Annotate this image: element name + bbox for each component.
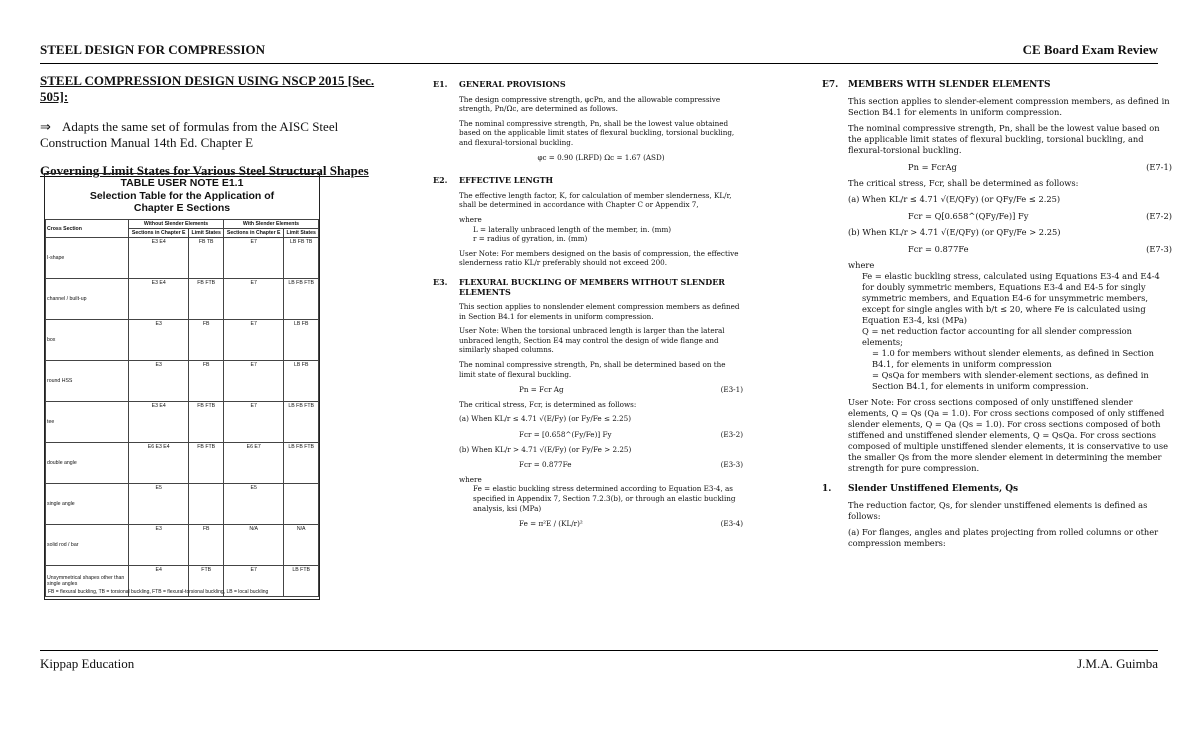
column-2 — [433, 80, 743, 529]
table-body — [46, 238, 319, 597]
slender-limit-states-cell: LB FB — [284, 320, 319, 361]
slender-sections-cell: E7 — [223, 279, 283, 320]
page-header — [40, 42, 1158, 62]
slender-limit-states-cell: LB FB FTB — [284, 443, 319, 484]
eq-e3-2 — [459, 430, 743, 440]
header-lim-2: Limit States — [284, 229, 319, 238]
table-title-2: Selection Table for the Application of — [89, 189, 275, 202]
e1-p1: The design compressive strength, φcPn, and the allowable compressive strength, Pn/Ωc, are determined as follows. — [459, 94, 721, 114]
limit-states-cell: FB — [189, 320, 224, 361]
limit-states-cell: FB — [189, 361, 224, 402]
e3-where: where — [459, 474, 482, 484]
bullet-text: Adapts the same set of formulas from the AISC Steel Construction Manual 14th Ed. Chapter E — [40, 119, 339, 150]
eq-e7-1-num: (E7-1) — [1146, 162, 1172, 172]
slender-limit-states-cell: LB FTB — [284, 566, 319, 597]
eq-e7-3-num: (E7-3) — [1146, 244, 1172, 254]
eq-e7-2-body: Fcr = Q[0.658^(QFy/Fe)] Fy — [908, 211, 1029, 221]
e7-p3: The critical stress, Fcr, shall be determined as follows: — [848, 178, 1079, 188]
bullet — [40, 119, 392, 151]
e3-case-b: (b) When KL/r > 4.71 √(E/Fy) (or Fy/Fe > 2.25) — [459, 444, 632, 454]
sections-cell: E3 E4 — [129, 402, 189, 443]
e1-title: GENERAL PROVISIONS — [459, 79, 566, 89]
e7-case-b: (b) When KL/r > 4.71 √(E/QFy) (or QFy/Fe > 2.25) — [848, 227, 1061, 237]
e2-l: L = laterally unbraced length of the member, in. (mm) — [473, 224, 672, 234]
table-row — [46, 525, 319, 566]
limit-states-cell: FTB — [189, 566, 224, 597]
table-row — [46, 238, 319, 279]
header-title: STEEL DESIGN FOR COMPRESSION — [40, 42, 266, 57]
e1-p2: The nominal compressive strength, Pn, shall be the lowest value obtained based on the applicable limit states of flexural buckling, torsional buckling, and flexural-torsional buckling. — [459, 118, 735, 147]
cross-section-cell: solid rod / bar — [46, 525, 129, 566]
selection-table — [44, 173, 320, 600]
sections-cell: E3 — [129, 320, 189, 361]
eq-e3-2-num: (E3-2) — [720, 430, 743, 440]
table-row — [46, 484, 319, 525]
cross-section-cell: single angle — [46, 484, 129, 525]
eq-e3-4-body: Fe = π²E / (KL/r)² — [519, 519, 583, 529]
section-slender-unstiffened — [822, 484, 1172, 549]
e1-eq: φc = 0.90 (LRFD) Ωc = 1.67 (ASD) — [537, 152, 665, 162]
cross-section-cell: tee — [46, 402, 129, 443]
slender-sections-cell: E7 — [223, 402, 283, 443]
cross-section-cell: channel / built-up — [46, 279, 129, 320]
header-sec-2: Sections in Chapter E — [223, 229, 283, 238]
subtitle: Governing Limit States for Various Steel Structural Shapes — [40, 163, 369, 178]
sections-cell: E3 E4 — [129, 279, 189, 320]
limit-states-cell — [189, 484, 224, 525]
limit-states-cell: FB FTB — [189, 279, 224, 320]
sections-cell: E3 — [129, 361, 189, 402]
eq-e7-1 — [848, 162, 1172, 173]
section-e3 — [433, 278, 743, 529]
e2-note: User Note: For members designed on the basis of compression, the effective slenderness ratio KL/r preferably should not exceed 200. — [459, 248, 739, 268]
e3-p3: The critical stress, Fcr, is determined as follows: — [459, 399, 637, 409]
footer-left: Kippap Education — [40, 656, 135, 671]
e3-p2: The nominal compressive strength, Pn, shall be determined based on the limit state of flexural buckling. — [459, 360, 726, 379]
slender-limit-states-cell: LB FB FTB — [284, 402, 319, 443]
e2-title: EFFECTIVE LENGTH — [459, 175, 554, 186]
s1-title: Slender Unstiffened Elements, Qs — [848, 484, 1019, 494]
e3-case-a: (a) When KL/r ≤ 4.71 √(E/Fy) (or Fy/Fe ≤ 2.25) — [459, 414, 631, 424]
e7-user-note: User Note: For cross sections composed of only unstiffened slender elements, Q = Qs (Qa = 1.0). For cross sections composed of only stiffened slender elements, Q = Qa (Qs = 1.0). For cross sections composed of both stiffened and unstiffened slender elements, Q = QsQa. For cross sections composed of multiple unstiffened slender elements, it is conservative to use the smaller Qs from the more slender element in determining the member strength for pure compression. — [848, 397, 1169, 473]
e7-case-a: (a) When KL/r ≤ 4.71 √(E/QFy) (or QFy/Fe ≤ 2.25) — [848, 194, 1061, 204]
table-grid — [45, 219, 319, 597]
eq-e3-4 — [459, 519, 743, 529]
e1-number: E1. — [433, 79, 448, 89]
table-row — [46, 443, 319, 484]
e3-p1: This section applies to nonslender element compression members as defined in Section B4.1 for elements in uniform compression. — [459, 302, 740, 321]
e2-r: r = radius of gyration, in. (mm) — [473, 234, 588, 244]
e3-number: E3. — [433, 276, 448, 287]
slender-limit-states-cell: N/A — [284, 525, 319, 566]
e7-title: MEMBERS WITH SLENDER ELEMENTS — [848, 80, 1051, 90]
cross-section-cell: double angle — [46, 443, 129, 484]
slender-limit-states-cell: LB FB TB — [284, 238, 319, 279]
sections-cell: E5 — [129, 484, 189, 525]
slender-sections-cell: E7 — [223, 566, 283, 597]
section-e7 — [822, 80, 1172, 474]
eq-e3-3-body: Fcr = 0.877Fe — [519, 460, 572, 470]
slender-sections-cell: E7 — [223, 320, 283, 361]
cross-section-cell: I-shape — [46, 238, 129, 279]
slender-sections-cell: E7 — [223, 238, 283, 279]
footer-right: J.M.A. Guimba — [1077, 656, 1158, 671]
e7-q3: = QsQa for members with slender-element sections, as defined in Section B4.1, for elements in uniform compression. — [872, 370, 1149, 391]
slender-limit-states-cell: LB FB FTB — [284, 279, 319, 320]
limit-states-cell: FB — [189, 525, 224, 566]
s1-p1: The reduction factor, Qs, for slender unstiffened elements is defined as follows: — [848, 500, 1148, 521]
limit-states-cell: FB FTB — [189, 402, 224, 443]
column-1 — [40, 73, 392, 179]
slender-limit-states-cell: LB FB — [284, 361, 319, 402]
eq-e3-1-num: (E3-1) — [720, 385, 743, 395]
column-3 — [822, 80, 1172, 549]
slender-sections-cell: N/A — [223, 525, 283, 566]
sections-cell: E3 E4 — [129, 238, 189, 279]
eq-e3-3-num: (E3-3) — [720, 460, 743, 470]
footer-rule — [40, 650, 1158, 651]
section-title: STEEL COMPRESSION DESIGN USING NSCP 2015 [Sec. 505]: — [40, 73, 375, 104]
e7-p1: This section applies to slender-element compression members, as defined in Section B4.1 for elements in uniform compression. — [848, 96, 1170, 117]
eq-e3-4-num: (E3-4) — [720, 519, 743, 529]
e2-p1: The effective length factor, K, for calculation of member slenderness, KL/r, shall be determined in accordance with Chapter C or Appendix 7, — [459, 190, 732, 210]
eq-e7-2-num: (E7-2) — [1146, 211, 1172, 221]
e7-number: E7. — [822, 80, 839, 90]
limit-states-cell: FB FTB — [189, 443, 224, 484]
e3-note: User Note: When the torsional unbraced length is larger than the lateral unbraced length, Section E4 may control the design of wide flange and similarly shaped columns. — [459, 326, 725, 355]
header-lim-1: Limit States — [189, 229, 224, 238]
cross-section-cell: box — [46, 320, 129, 361]
e3-fe: Fe = elastic buckling stress determined according to Equation E3-4, as specified in Appendix 7, Section 7.2.3(b), or through an elastic buckling analysis, ksi (MPa) — [473, 484, 736, 513]
section-e1 — [433, 80, 743, 162]
sections-cell: E6 E3 E4 — [129, 443, 189, 484]
section-e2 — [433, 176, 743, 268]
s1-p2: (a) For flanges, angles and plates projecting from rolled columns or other compression members: — [848, 527, 1159, 548]
slender-sections-cell: E5 — [223, 484, 283, 525]
e3-title: FLEXURAL BUCKLING OF MEMBERS WITHOUT SLENDER ELEMENTS — [459, 276, 725, 297]
table-row — [46, 279, 319, 320]
e7-fe: Fe = elastic buckling stress, calculated using Equations E3-4 and E4-4 for doubly symmetric members, Equations E3-4 and E4-5 for singly symmetric members, and Equation E4-6 for unsymmetric members, except for single angles with b/t ≤ 20, where Fe is calculated using Equation E3-4, ksi (MPa) — [862, 271, 1160, 325]
slender-limit-states-cell — [284, 484, 319, 525]
e7-q1: Q = net reduction factor accounting for all slender compression elements; — [862, 326, 1132, 347]
eq-e7-1-body: Pn = FcrAg — [908, 162, 957, 172]
slender-sections-cell: E7 — [223, 361, 283, 402]
header-with: With Slender Elements — [223, 220, 318, 229]
s1-number: 1. — [822, 484, 832, 494]
header-without: Without Slender Elements — [129, 220, 224, 229]
e7-p2: The nominal compressive strength, Pn, shall be the lowest value based on the applicable limit states of flexural buckling, torsional buckling, and flexural-torsional buckling. — [848, 123, 1160, 155]
sections-cell: E4 — [129, 566, 189, 597]
table-title-3: Chapter E Sections — [133, 202, 231, 214]
table-row — [46, 402, 319, 443]
header-rule — [40, 63, 1158, 64]
eq-e3-3 — [459, 460, 743, 470]
sections-cell: E3 — [129, 525, 189, 566]
limit-states-cell: FB TB — [189, 238, 224, 279]
table-row — [46, 361, 319, 402]
header-right: CE Board Exam Review — [1022, 42, 1158, 57]
eq-e3-1 — [459, 385, 743, 395]
e2-number: E2. — [433, 175, 448, 186]
e7-where: where — [848, 260, 875, 270]
cross-section-cell: round HSS — [46, 361, 129, 402]
header-cross: Cross Section — [46, 220, 129, 238]
table-note: FB = flexural buckling, TB = torsional buckling, FTB = flexural-torsional buckling, LB = local buckling — [48, 589, 269, 595]
table-title — [45, 174, 319, 219]
header-sec-1: Sections in Chapter E — [129, 229, 189, 238]
e7-q2: = 1.0 for members without slender elements, as defined in Section B4.1, for elements in uniform compression — [872, 348, 1155, 369]
cross-section-cell: Unsymmetrical shapes other than single angles — [46, 566, 129, 597]
slender-sections-cell: E6 E7 — [223, 443, 283, 484]
table-title-1: TABLE USER NOTE E1.1 — [120, 177, 244, 189]
table-row — [46, 320, 319, 361]
eq-e3-1-body: Pn = Fcr Ag — [519, 385, 564, 395]
eq-e7-3-body: Fcr = 0.877Fe — [908, 244, 969, 254]
e2-where: where — [459, 214, 482, 224]
eq-e7-3 — [848, 244, 1172, 255]
eq-e7-2 — [848, 211, 1172, 222]
eq-e3-2-body: Fcr = [0.658^(Fy/Fe)] Fy — [519, 430, 612, 440]
arrow-icon: ⇒ — [40, 119, 51, 134]
